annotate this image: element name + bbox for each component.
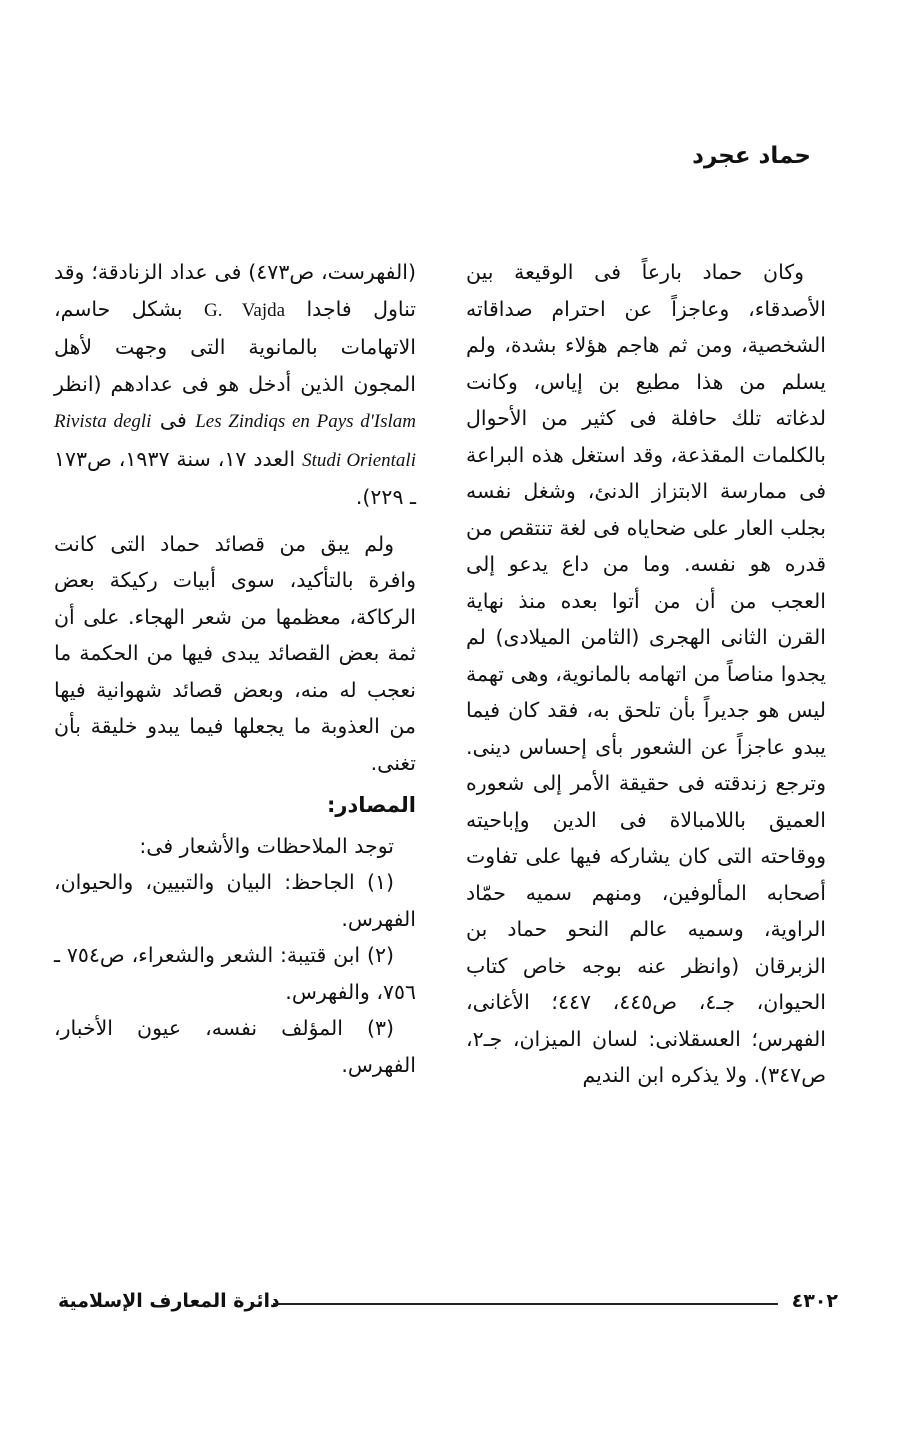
left-column [54, 254, 416, 1083]
page-footer [58, 1290, 838, 1320]
footer-publication-title: دائرة المعارف الإسلامية [58, 1290, 280, 1312]
continuation-text-1: (الفهرست، ص٤٧٣) فى عداد الزنادقة؛ وقد تناول فاجدا [54, 260, 416, 321]
source-item: (٢) ابن قتيبة: الشعر والشعراء، ص٧٥٤ ـ ٧٥٦، والفهرس. [54, 943, 416, 1004]
article-title-latin: Les Zindiqs en Pays d'Islam [195, 411, 416, 432]
continuation-text-3: فى [159, 408, 187, 432]
sources-heading: المصادر: [326, 793, 416, 817]
journal-title-latin: Rivista degli Studi Orientali [54, 411, 416, 471]
right-column [466, 254, 826, 1094]
body-paragraph: وكان حماد بارعاً فى الوقيعة بين الأصدقاء، وعاجزاً عن احترام صداقاته الشخصية، ومن ثم هاجم هؤلاء بشدة، ولم يسلم من هذا مطيع بن إياس، وكانت لدغاته تلك حافلة فى كثير من الأحوال بالكلمات المقذعة، وقد استغل هذه البراعة فى ممارسة الابتزاز الدنئ، وشغل نفسه بجلب العار على ضحاياه فى لغة تنتقص من قدره هو نفسه. وما من داع يدعو إلى العجب من أن من أتوا بعده منذ نهاية القرن الثانى الهجرى (الثامن الميلادى) لم يجدوا مناصاً من اتهامه بالمانوية، وهى تهمة ليس هو جديراً بأن تلحق به، فقد كان فيما يبدو عاجزاً عن الشعور بأى إحساس دينى. وترجع زندقته فى حقيقة الأمر إلى شعوره العميق باللامبالاة فى الدين وإباحيته ووقاحته التى كان يشاركه فيها على تفاوت أصحابه المألوفين، ومنهم سميه حمّاد الراوية، وسميه عالم النحو حماد بن الزبرقان (وانظر عنه بوجه خاص كتاب الحيوان، جـ٤، ص٤٤٥، ٤٤٧؛ الأغانى، الفهرس؛ العسقلانى: لسان الميزان، جـ٢، ص٣٤٧). ولا يذكره ابن النديم [466, 260, 827, 1087]
continuation-text-4: العدد ١٧، سنة ١٩٣٧، ص١٧٣ ـ ٢٢٩). [54, 446, 416, 509]
continuation-text-2: بشكل حاسم، الاتهامات بالمانوية التى وجهت لأهل المجون الذين أدخل هو فى عدادهم (انظر [54, 296, 416, 396]
running-head-title: حماد عجرد [692, 143, 811, 169]
page-number: ٤٣٠٢ [791, 1290, 838, 1312]
sources-intro: توجد الملاحظات والأشعار فى: [139, 833, 394, 858]
source-item: (٣) المؤلف نفسه، عيون الأخبار، الفهرس. [54, 1016, 416, 1077]
author-name-latin: G. Vajda [204, 299, 286, 321]
footer-rule [273, 1303, 778, 1305]
poetry-paragraph: ولم يبق من قصائد حماد التى كانت وافرة بالتأكيد، سوى أبيات ركيكة بعض الركاكة، معظمها من شعر الهجاء. على أن ثمة بعض القصائد يبدى فيها من الحكمة ما نعجب له منه، وبعض قصائد شهوانية فيها من العذوبة ما يجعلها فيما يبدو خليقة بأن تغنى. [54, 531, 416, 775]
source-item: (١) الجاحظ: البيان والتبيين، والحيوان، الفهرس. [54, 870, 416, 931]
continuation-paragraph [54, 254, 416, 516]
